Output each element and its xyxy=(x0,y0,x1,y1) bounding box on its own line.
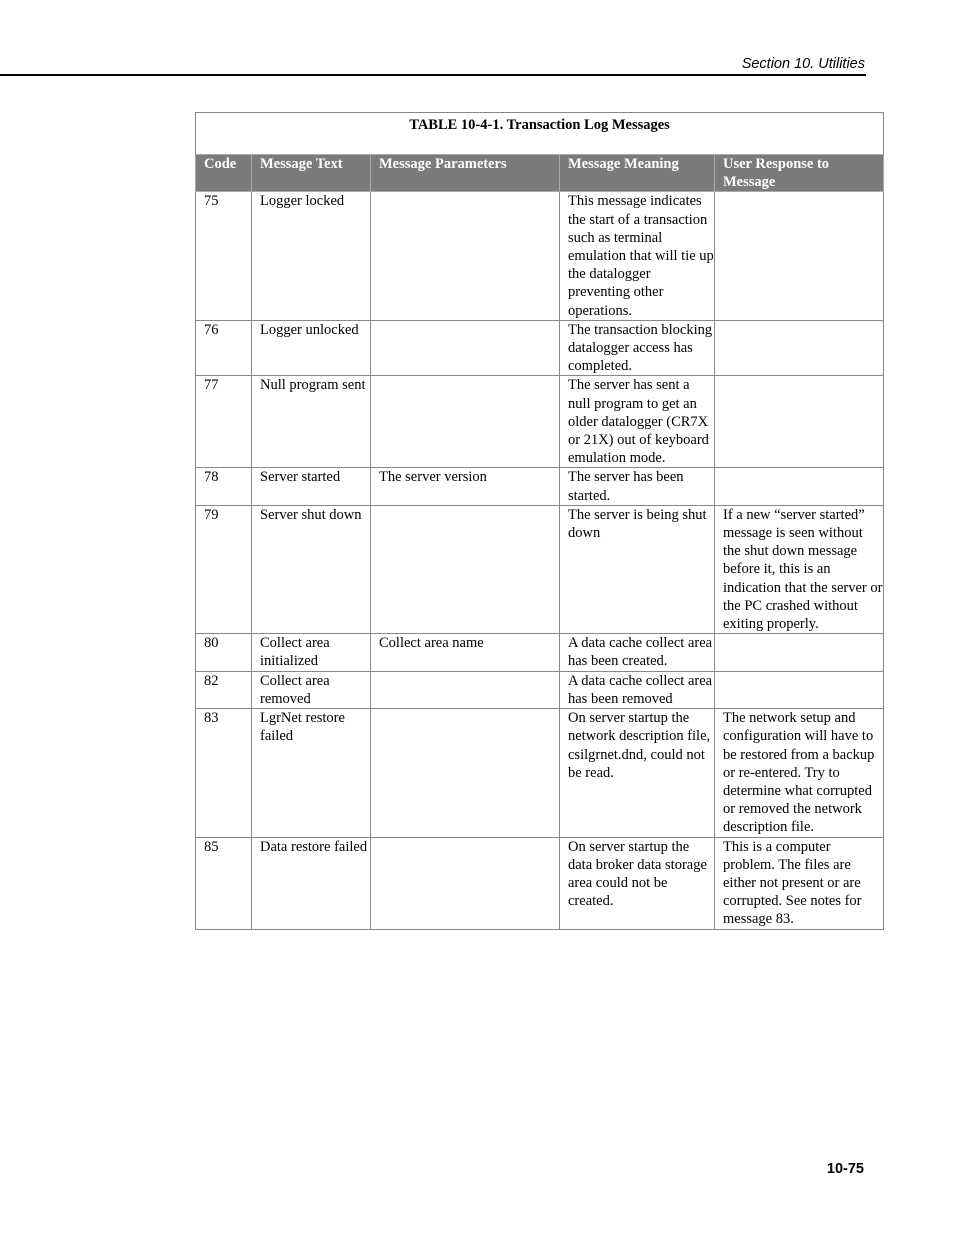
column-header-message-meaning: Message Meaning xyxy=(560,155,715,192)
user-response-cell xyxy=(715,320,884,376)
code-cell: 76 xyxy=(196,320,252,376)
message-meaning-cell: The server has sent a null program to get an older datalogger (CR7X or 21X) out of keyboard emulation mode. xyxy=(560,376,715,468)
column-header-user-response: User Response to Message xyxy=(715,155,884,192)
code-cell: 80 xyxy=(196,634,252,671)
code-cell: 78 xyxy=(196,468,252,505)
message-text-cell: Collect area initialized xyxy=(252,634,371,671)
user-response-cell xyxy=(715,376,884,468)
user-response-cell: This is a computer problem. The files are either not present or are corrupted. See notes for message 83. xyxy=(715,837,884,929)
page-number: 10-75 xyxy=(826,1161,864,1177)
message-meaning-cell: A data cache collect area has been removed xyxy=(560,671,715,708)
message-text-cell: Logger locked xyxy=(252,192,371,320)
message-text-cell: Data restore failed xyxy=(252,837,371,929)
code-cell: 77 xyxy=(196,376,252,468)
code-cell: 79 xyxy=(196,505,252,633)
user-response-cell: If a new “server started” message is seen without the shut down message before it, this is an indication that the server or the PC crashed without exiting properly. xyxy=(715,505,884,633)
message-meaning-cell: The transaction blocking datalogger access has completed. xyxy=(560,320,715,376)
code-cell: 83 xyxy=(196,709,252,837)
table-title: TABLE 10-4-1. Transaction Log Messages xyxy=(196,113,884,155)
table-row xyxy=(196,320,884,376)
table-row xyxy=(196,837,884,929)
message-text-cell: Logger unlocked xyxy=(252,320,371,376)
message-meaning-cell: The server has been started. xyxy=(560,468,715,505)
message-parameters-cell: The server version xyxy=(371,468,560,505)
message-parameters-cell xyxy=(371,671,560,708)
message-text-cell: Server started xyxy=(252,468,371,505)
message-parameters-cell xyxy=(371,505,560,633)
table-row xyxy=(196,468,884,505)
table-row xyxy=(196,709,884,837)
message-parameters-cell xyxy=(371,192,560,320)
running-header: Section 10. Utilities xyxy=(741,56,865,72)
user-response-cell xyxy=(715,468,884,505)
column-header-code: Code xyxy=(196,155,252,192)
user-response-cell xyxy=(715,634,884,671)
table-body xyxy=(196,192,884,929)
user-response-cell xyxy=(715,192,884,320)
message-meaning-cell: The server is being shut down xyxy=(560,505,715,633)
table-row xyxy=(196,192,884,320)
message-meaning-cell: On server startup the network description file, csilgrnet.dnd, could not be read. xyxy=(560,709,715,837)
message-meaning-cell: On server startup the data broker data storage area could not be created. xyxy=(560,837,715,929)
table-header-row xyxy=(196,155,884,192)
message-text-cell: Server shut down xyxy=(252,505,371,633)
message-text-cell: Null program sent xyxy=(252,376,371,468)
message-parameters-cell xyxy=(371,837,560,929)
code-cell: 85 xyxy=(196,837,252,929)
table-row xyxy=(196,505,884,633)
message-parameters-cell xyxy=(371,320,560,376)
column-header-message-text: Message Text xyxy=(252,155,371,192)
message-parameters-cell: Collect area name xyxy=(371,634,560,671)
transaction-log-table-container xyxy=(195,112,883,930)
message-parameters-cell xyxy=(371,709,560,837)
message-meaning-cell: This message indicates the start of a transaction such as terminal emulation that will tie up the datalogger preventing other operations. xyxy=(560,192,715,320)
table-row xyxy=(196,376,884,468)
transaction-log-table xyxy=(195,112,884,930)
code-cell: 75 xyxy=(196,192,252,320)
table-row xyxy=(196,671,884,708)
table-row xyxy=(196,634,884,671)
column-header-message-parameters: Message Parameters xyxy=(371,155,560,192)
message-text-cell: Collect area removed xyxy=(252,671,371,708)
message-text-cell: LgrNet restore failed xyxy=(252,709,371,837)
message-parameters-cell xyxy=(371,376,560,468)
user-response-cell xyxy=(715,671,884,708)
code-cell: 82 xyxy=(196,671,252,708)
message-meaning-cell: A data cache collect area has been created. xyxy=(560,634,715,671)
user-response-cell: The network setup and configuration will have to be restored from a backup or re-entered. Try to determine what corrupted or removed the network description file. xyxy=(715,709,884,837)
header-rule xyxy=(0,74,866,76)
